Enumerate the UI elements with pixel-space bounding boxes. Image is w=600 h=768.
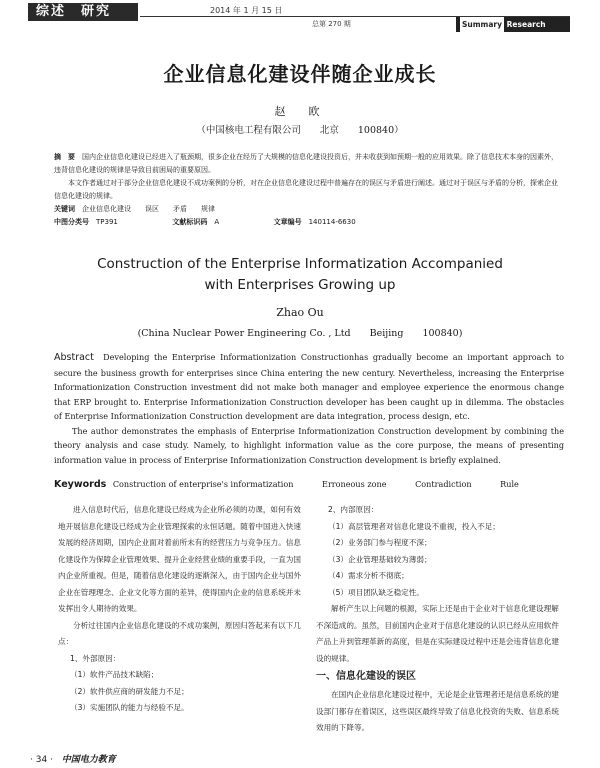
doc-code-label: 文献标识码 <box>172 218 208 226</box>
abstract-cn-text1: 国内企业信息化建设已经进入了瓶颈期，很多企业在经历了大规模的信息化建设投资后，并未收获到如预期一般的应用效果。除了信息技术本身的因素外，违背信息化建设的规律是导致目前困局的重要原因。 <box>54 153 558 174</box>
journal-name: 中国电力教育 <box>61 755 116 765</box>
class-number: TP391 <box>96 218 118 226</box>
title-en <box>0 254 600 296</box>
body-paragraph: 进入信息时代后，信息化建设已经成为企业所必须的功课，如何有效地开展信息化建设已经成为企业管理探索的永恒话题。随着中国进入快速发展的经济周期，国内企业面对着前所未有的经营压力与竞争压力。信息化建设作为保障企业管理效果、提升企业经营业绩的重要手段，一直为国内企业所重视。但是，随着信息化建设的逐渐深入，由于国内企业与国外企业在管理理念、企业文化等方面的差异，使得国内企业的信息系统并未发挥出令人期待的效果。 <box>58 505 301 613</box>
abstract-en-p1: Developing the Enterprise Informationization Constructionhas gradually become an important approach to secure the business growth for enterprises since China entering the new century. Nevertheless, increasing the Enterprise Informationization Construction investment did not make both manager and employee experience the enormous change that ERP brought to. Enterprise Informationization Construction developer has been caught up in dilemma. The obstacles of Enterprise Informationization Construction development are data integration, process design, etc. <box>54 352 564 421</box>
title-cn: 企业信息化建设伴随企业成长 <box>163 62 437 86</box>
list-item: （5）项目团队缺乏稳定性。 <box>328 587 424 597</box>
affiliation-cn: （中国核电工程有限公司 北京 100840） <box>196 125 404 136</box>
list-item: （1）软件产品技术缺陷； <box>70 670 159 679</box>
abstract-en-p2: The author demonstrates the emphasis of Enterprise Informationization Construction development by combining the theory analysis and case study. Namely, to highlight information value as the core purpose, the means of presenting information value in process of Enterprise Informationization Construction development is briefly explained. <box>54 425 564 465</box>
title-en-line1: Construction of the Enterprise Informatization Accompanied <box>97 256 503 272</box>
keywords-cn: 企业信息化建设 误区 矛盾 规律 <box>82 205 215 213</box>
body-right-column <box>316 502 562 737</box>
abstract-cn-text2: 本文作者通过对于部分企业信息化建设不成功案例的分析，对在企业信息化建设过程中普遍存在的误区与矛盾进行阐述。通过对于误区与矛盾的分析，探索企业信息化建设的规律。 <box>54 179 558 200</box>
article-number-label: 文章编号 <box>273 218 302 226</box>
list-item: （2）软件供应商的研发能力不足； <box>70 686 189 696</box>
abstract-en-label: Abstract <box>54 352 94 363</box>
body-left-column <box>58 502 304 717</box>
keyword-item: Erroneous zone <box>322 479 387 489</box>
abstract-cn-label: 摘 要 <box>54 153 75 161</box>
list-item: （1）高层管理者对信息化建设不重视，投入不足； <box>328 521 500 531</box>
list-item: （4）需求分析不彻底； <box>328 571 409 580</box>
article-number: 140114-6630 <box>308 218 356 226</box>
list-item: （3）实施团队的能力与经验不足。 <box>70 703 189 712</box>
keywords-en-label: Keywords <box>54 479 107 490</box>
keyword-item: Rule <box>500 479 519 489</box>
keyword-item: Construction of enterprise's informatization <box>112 479 294 489</box>
class-number-label: 中图分类号 <box>54 218 89 226</box>
body-paragraph: 在国内企业信息化建设过程中，无论是企业管理者还是信息系统的建设部门都存在着误区，这些误区最终导致了信息化投资的失败、信息系统效用的下降等。 <box>316 690 559 732</box>
list-item: （2）业务部门参与程度不深； <box>328 538 432 547</box>
summary-research-tag <box>456 17 570 32</box>
section-label: 综述 研究 <box>28 3 138 21</box>
title-en-line2: with Enterprises Growing up <box>204 277 396 293</box>
section-heading: 一、信息化建设的误区 <box>316 671 416 682</box>
body-paragraph: 分析过往国内企业信息化建设的不成功案例，原因归答起来有以下几点： <box>58 620 301 646</box>
author-en: Zhao Ou <box>276 306 324 319</box>
external-causes-label: 1、外部原因： <box>70 653 121 663</box>
publication-date: 2014 年 1 月 15 日 <box>210 6 283 15</box>
summary-label: Summary <box>460 17 504 32</box>
body-paragraph: 解析产生以上问题的根源，实际上还是由于企业对于信息化建设理解不深造成的。虽然，目前国内企业对于信息化建设的认识已经从应用软件产品上升到管理革新的高度，但是在实际建设过程中还是会违背信息化建设的规律。 <box>316 604 559 663</box>
keywords-en <box>54 479 545 490</box>
keyword-item: Contradiction <box>415 479 472 489</box>
author-cn: 赵 欧 <box>274 105 326 118</box>
page-number: · 34 · <box>30 755 53 765</box>
list-item: （3）企业管理基础较为薄弱； <box>328 554 432 564</box>
internal-causes-label: 2、内部原因： <box>328 505 379 514</box>
keywords-cn-label: 关键词 <box>54 205 75 213</box>
research-label: Research <box>506 20 546 29</box>
abstract-en <box>54 350 564 467</box>
abstract-cn <box>54 151 562 229</box>
affiliation-en: (China Nuclear Power Engineering Co. , Ltd Beijing 100840) <box>137 328 463 339</box>
page-footer <box>30 752 116 765</box>
doc-code: A <box>214 218 220 226</box>
issue-number: 总第 270 期 <box>312 20 351 28</box>
